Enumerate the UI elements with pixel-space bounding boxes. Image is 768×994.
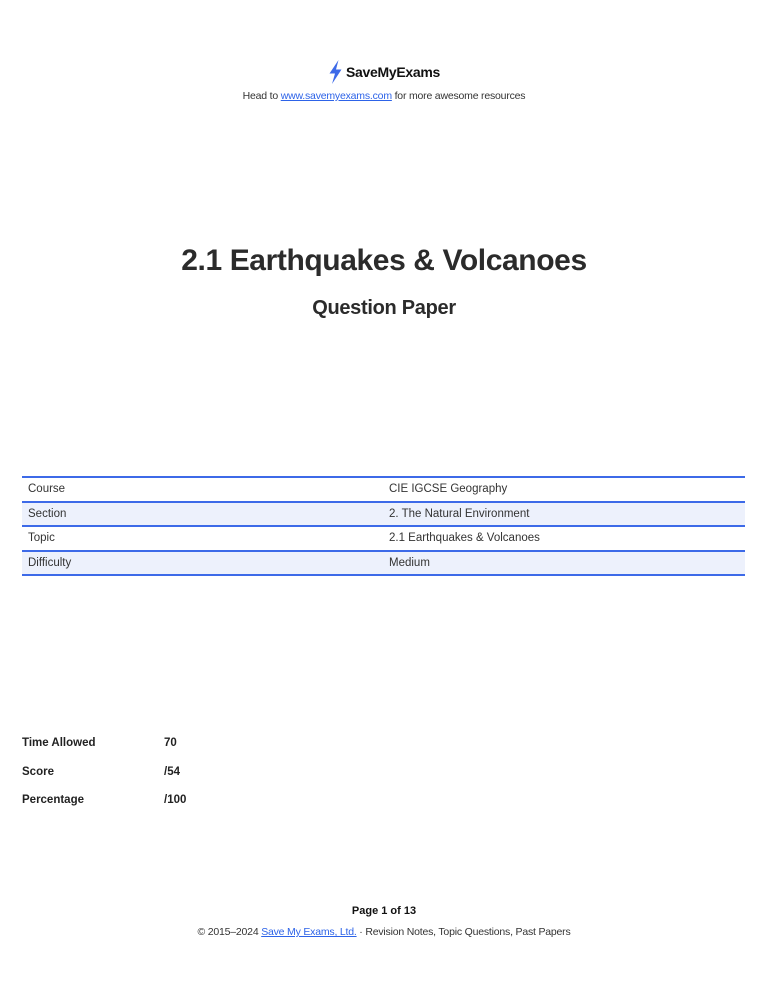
stat-label: Percentage — [22, 794, 85, 806]
brand-logo[interactable] — [328, 59, 440, 85]
tagline-prefix: Head to — [242, 90, 281, 102]
exam-stats — [22, 737, 186, 823]
row-label: Topic — [22, 526, 383, 551]
row-value: Medium — [383, 551, 745, 576]
stat-value: /100 — [164, 794, 187, 806]
stat-time-allowed — [22, 737, 186, 766]
row-value: 2. The Natural Environment — [383, 502, 745, 527]
page-header — [0, 59, 768, 102]
page-number: Page 1 of 13 — [351, 905, 417, 917]
company-link[interactable]: Save My Exams, Ltd. — [261, 926, 357, 938]
table-row-course — [22, 477, 745, 502]
lightning-bolt-icon — [328, 60, 343, 84]
table-row-topic — [22, 526, 745, 551]
copyright-prefix: © 2015–2024 — [197, 926, 262, 938]
stat-percentage — [22, 794, 186, 823]
website-link[interactable]: www.savemyexams.com — [280, 90, 392, 102]
page-footer — [0, 905, 768, 938]
stat-label: Time Allowed — [22, 737, 96, 749]
row-value: CIE IGCSE Geography — [383, 477, 745, 502]
row-label: Course — [22, 477, 383, 502]
copyright-suffix: · Revision Notes, Topic Questions, Past Papers — [356, 926, 571, 938]
row-label: Section — [22, 502, 383, 527]
info-table — [22, 476, 745, 576]
table-row-difficulty — [22, 551, 745, 576]
brand-name: SaveMyExams — [346, 64, 440, 80]
document-subtitle: Question Paper — [312, 297, 456, 319]
tagline-suffix: for more awesome resources — [391, 90, 526, 102]
stat-value: 70 — [164, 737, 177, 749]
stat-score — [22, 766, 186, 795]
document-title: 2.1 Earthquakes & Volcanoes — [181, 244, 587, 277]
table-row-section — [22, 502, 745, 527]
row-value: 2.1 Earthquakes & Volcanoes — [383, 526, 745, 551]
stat-label: Score — [22, 765, 54, 778]
tagline — [0, 90, 768, 102]
stat-value: /54 — [164, 765, 180, 778]
copyright — [0, 926, 768, 938]
row-label: Difficulty — [22, 551, 383, 576]
